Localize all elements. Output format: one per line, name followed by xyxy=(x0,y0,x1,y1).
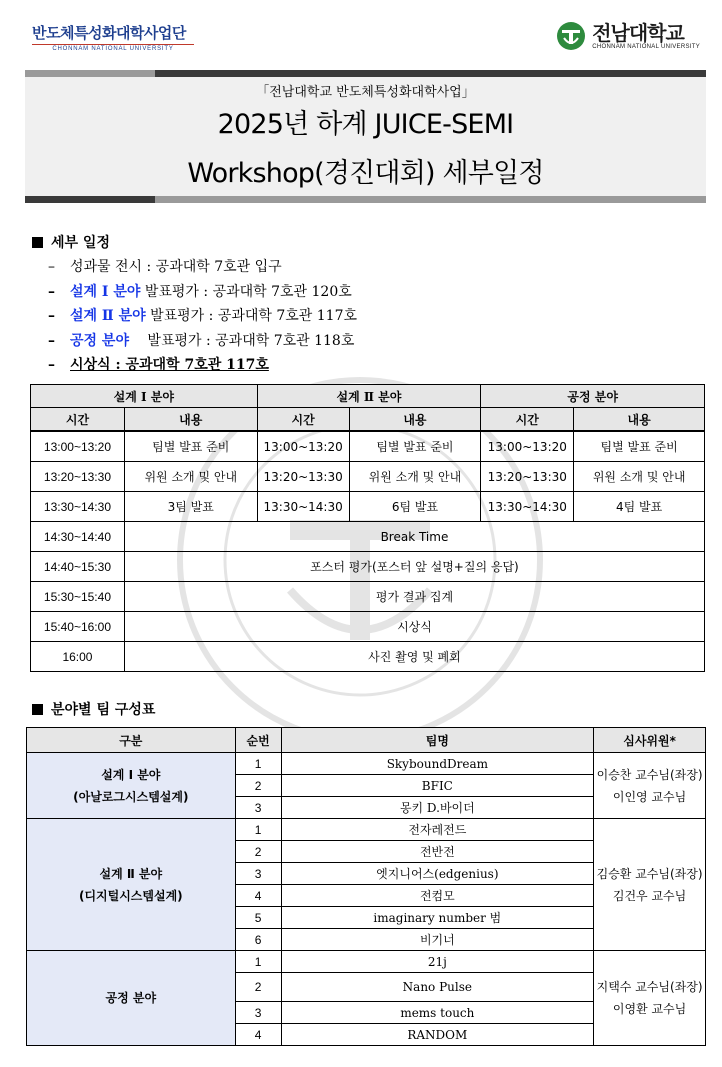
order-cell: 2 xyxy=(235,775,281,797)
order-cell: 1 xyxy=(235,753,281,775)
content-cell: 포스터 평가(포스터 앞 설명+질의 응답) xyxy=(124,552,704,582)
schedule-item xyxy=(48,329,357,354)
content-cell: Break Time xyxy=(124,522,704,552)
title-bottom-bar xyxy=(25,196,706,203)
teams-section-heading xyxy=(32,699,155,719)
content-cell: 3팀 발표 xyxy=(124,492,257,522)
university-logo xyxy=(554,20,700,52)
judges-cell xyxy=(594,951,706,1046)
column-header-order: 순번 xyxy=(235,728,281,753)
judge-member: 이영환 교수님 xyxy=(612,1002,687,1016)
schedule-section-heading xyxy=(32,232,110,252)
table-row xyxy=(31,642,705,672)
title-top-bar xyxy=(25,70,706,77)
square-bullet-icon xyxy=(32,237,43,248)
order-cell: 1 xyxy=(235,951,281,973)
judges-cell xyxy=(594,753,706,819)
team-name-cell: RANDOM xyxy=(281,1024,594,1046)
time-cell: 13:20~13:30 xyxy=(257,462,349,492)
time-cell: 13:30~14:30 xyxy=(257,492,349,522)
table-row xyxy=(27,753,706,775)
time-cell: 13:30~14:30 xyxy=(31,492,125,522)
title-line-1: 2025년 하계 JUICE-SEMI xyxy=(217,109,514,140)
group-header: 설계 Ⅱ 분야 xyxy=(257,385,481,408)
schedule-group-header-row xyxy=(31,385,705,408)
category-name: 설계 Ⅰ 분야 xyxy=(101,767,161,782)
category-cell xyxy=(27,951,236,1046)
order-cell: 3 xyxy=(235,863,281,885)
category-detail: (아날로그시스템설계) xyxy=(73,789,189,804)
schedule-item-text: 성과물 전시 : 공과대학 7호관 입구 xyxy=(70,259,282,275)
time-cell: 14:30~14:40 xyxy=(31,522,125,552)
time-cell: 13:20~13:30 xyxy=(31,462,125,492)
column-header-content: 내용 xyxy=(574,408,705,432)
time-cell: 13:20~13:30 xyxy=(481,462,574,492)
team-name-cell: 몽키 D.바이더 xyxy=(281,797,594,819)
time-cell: 13:00~13:20 xyxy=(257,431,349,462)
content-cell: 팀별 발표 준비 xyxy=(349,431,481,462)
teams-header-row xyxy=(27,728,706,753)
team-name-cell: 엣지니어스(edgenius) xyxy=(281,863,594,885)
category-detail: (디지털시스템설계) xyxy=(78,888,183,903)
title-box xyxy=(25,77,706,197)
schedule-items xyxy=(48,255,357,378)
judges-cell xyxy=(594,819,706,951)
university-logo-text: 전남대학교 xyxy=(592,21,684,45)
order-cell: 6 xyxy=(235,929,281,951)
teams-heading-text: 분야별 팀 구성표 xyxy=(51,702,156,718)
order-cell: 3 xyxy=(235,1002,281,1024)
time-cell: 15:40~16:00 xyxy=(31,612,125,642)
team-name-cell: 비기너 xyxy=(281,929,594,951)
category-name: 설계 Ⅱ 분야 xyxy=(99,866,163,881)
group-header: 공정 분야 xyxy=(481,385,705,408)
table-row xyxy=(31,462,705,492)
team-name-cell: 전컴모 xyxy=(281,885,594,907)
content-cell: 평가 결과 집계 xyxy=(124,582,704,612)
group-header: 설계 Ⅰ 분야 xyxy=(31,385,258,408)
order-cell: 2 xyxy=(235,973,281,1002)
column-header-content: 내용 xyxy=(124,408,257,432)
judge-chair: 김승환 교수님(좌장) xyxy=(596,866,703,881)
university-emblem-icon xyxy=(554,20,588,52)
table-row xyxy=(31,522,705,552)
content-cell: 시상식 xyxy=(124,612,704,642)
schedule-item-label: 설계 Ⅱ 분야 xyxy=(70,308,146,324)
content-cell: 4팀 발표 xyxy=(574,492,705,522)
team-name-cell: BFIC xyxy=(281,775,594,797)
schedule-item xyxy=(48,304,357,329)
dash-bullet: – xyxy=(48,332,55,349)
column-header-judges: 심사위원* xyxy=(594,728,706,753)
program-logo-text: 반도체특성화대학사업단 xyxy=(32,24,186,42)
category-name: 공정 분야 xyxy=(105,991,157,1005)
schedule-item-label: 설계 Ⅰ 분야 xyxy=(70,283,141,300)
team-name-cell: SkyboundDream xyxy=(281,753,594,775)
team-name-cell: 전반전 xyxy=(281,841,594,863)
column-header-category: 구분 xyxy=(27,728,236,753)
schedule-item-label: 공정 분야 xyxy=(70,332,129,349)
time-cell: 14:40~15:30 xyxy=(31,552,125,582)
content-cell: 위원 소개 및 안내 xyxy=(124,462,257,492)
order-cell: 2 xyxy=(235,841,281,863)
university-logo-subtext: CHONNAM NATIONAL UNIVERSITY xyxy=(592,44,700,50)
content-cell: 팀별 발표 준비 xyxy=(124,431,257,462)
table-row xyxy=(31,582,705,612)
schedule-item-text: 발표평가 : 공과대학 7호관 120호 xyxy=(140,283,352,300)
program-logo-subtext: CHONNAM NATIONAL UNIVERSITY xyxy=(32,44,194,52)
dash-bullet: – xyxy=(48,357,55,373)
content-cell: 사진 촬영 및 폐회 xyxy=(124,642,704,672)
time-cell: 13:30~14:30 xyxy=(481,492,574,522)
team-name-cell: imaginary number 범 xyxy=(281,907,594,929)
table-row xyxy=(31,552,705,582)
team-name-cell: Nano Pulse xyxy=(281,973,594,1002)
order-cell: 1 xyxy=(235,819,281,841)
title-subtitle: 「전남대학교 반도체특성화대학사업」 xyxy=(256,85,475,100)
judge-member: 김건우 교수님 xyxy=(612,888,687,903)
table-row xyxy=(27,951,706,973)
schedule-column-header-row xyxy=(31,408,705,432)
program-logo xyxy=(32,22,194,52)
table-row xyxy=(31,431,705,462)
schedule-item-text: 발표평가 : 공과대학 7호관 118호 xyxy=(128,332,355,349)
judge-chair: 지택수 교수님(좌장) xyxy=(596,980,703,994)
table-row xyxy=(31,492,705,522)
team-name-cell: 전자레전드 xyxy=(281,819,594,841)
order-cell: 5 xyxy=(235,907,281,929)
column-header-time: 시간 xyxy=(31,408,125,432)
column-header-time: 시간 xyxy=(481,408,574,432)
team-name-cell: mems touch xyxy=(281,1002,594,1024)
dash-bullet: – xyxy=(48,259,55,275)
order-cell: 4 xyxy=(235,885,281,907)
column-header-time: 시간 xyxy=(257,408,349,432)
content-cell: 위원 소개 및 안내 xyxy=(349,462,481,492)
time-cell: 13:00~13:20 xyxy=(481,431,574,462)
category-cell xyxy=(27,819,236,951)
content-cell: 팀별 발표 준비 xyxy=(574,431,705,462)
content-cell: 위원 소개 및 안내 xyxy=(574,462,705,492)
column-header-content: 내용 xyxy=(349,408,481,432)
title-line-2: Workshop(경진대회) 세부일정 xyxy=(187,158,544,189)
schedule-item xyxy=(48,280,357,305)
judge-member: 이인영 교수님 xyxy=(612,789,687,804)
time-cell: 15:30~15:40 xyxy=(31,582,125,612)
column-header-team: 팀명 xyxy=(281,728,594,753)
team-name-cell: 21j xyxy=(281,951,594,973)
table-row xyxy=(27,819,706,841)
order-cell: 4 xyxy=(235,1024,281,1046)
schedule-item xyxy=(48,255,357,280)
category-cell xyxy=(27,753,236,819)
table-row xyxy=(31,612,705,642)
schedule-heading-text: 세부 일정 xyxy=(51,235,110,251)
schedule-item xyxy=(48,353,357,378)
schedule-item-text: 시상식 : 공과대학 7호관 117호 xyxy=(70,357,269,373)
content-cell: 6팀 발표 xyxy=(349,492,481,522)
time-cell: 13:00~13:20 xyxy=(31,431,125,462)
dash-bullet: – xyxy=(48,283,55,300)
judge-chair: 이승찬 교수님(좌장) xyxy=(596,767,703,782)
schedule-table xyxy=(30,384,705,672)
order-cell: 3 xyxy=(235,797,281,819)
square-bullet-icon xyxy=(32,704,43,715)
dash-bullet: – xyxy=(48,308,55,324)
teams-table xyxy=(26,727,706,1046)
time-cell: 16:00 xyxy=(31,642,125,672)
schedule-item-text: 발표평가 : 공과대학 7호관 117호 xyxy=(145,308,358,324)
